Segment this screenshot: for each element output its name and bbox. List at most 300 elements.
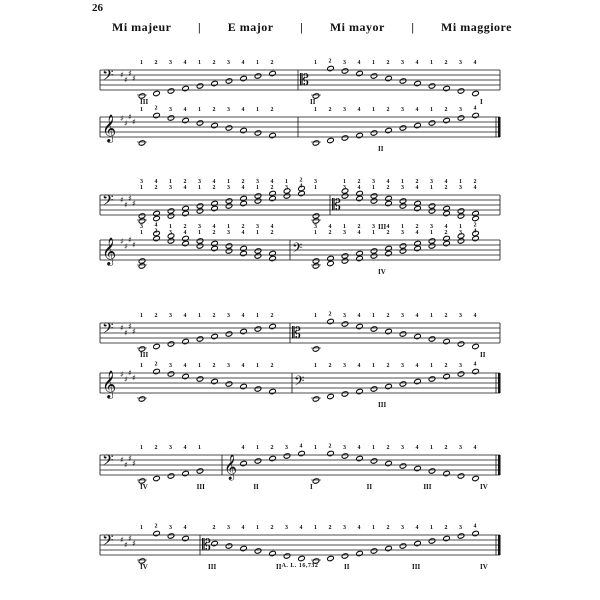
title-separator: | bbox=[198, 20, 202, 34]
svg-text:3: 3 bbox=[256, 179, 259, 185]
notes-staff-3 bbox=[137, 178, 479, 225]
svg-text:2: 2 bbox=[154, 523, 158, 530]
svg-text:3: 3 bbox=[343, 230, 346, 236]
svg-text:2: 2 bbox=[270, 107, 274, 113]
staff-4 bbox=[100, 236, 500, 266]
svg-text:4: 4 bbox=[299, 443, 303, 450]
svg-text:3: 3 bbox=[343, 445, 346, 451]
svg-text:4: 4 bbox=[415, 185, 419, 191]
svg-text:3: 3 bbox=[459, 313, 462, 319]
svg-text:2: 2 bbox=[444, 185, 448, 191]
page-number: 26 bbox=[92, 2, 103, 14]
sharp-icon: ♯ bbox=[132, 373, 136, 383]
notes-staff-5 bbox=[137, 312, 479, 353]
svg-text:1: 1 bbox=[140, 525, 143, 531]
svg-text:4: 4 bbox=[183, 60, 187, 66]
svg-text:3: 3 bbox=[459, 107, 462, 113]
svg-text:4: 4 bbox=[415, 313, 419, 319]
string-label: II bbox=[344, 563, 350, 571]
svg-text:3: 3 bbox=[343, 185, 346, 191]
clef-icon: 𝄞 bbox=[102, 370, 117, 398]
sharp-icon: ♯ bbox=[120, 70, 124, 80]
staff-6 bbox=[100, 369, 501, 399]
title-spanish: Mi mayor bbox=[329, 20, 385, 34]
svg-text:1: 1 bbox=[314, 525, 317, 531]
svg-text:4: 4 bbox=[473, 445, 477, 451]
sharp-icon: ♯ bbox=[128, 235, 132, 245]
svg-text:1: 1 bbox=[314, 107, 317, 113]
string-label: IV bbox=[140, 483, 148, 491]
svg-text:2: 2 bbox=[154, 361, 158, 368]
string-label: II bbox=[480, 351, 486, 359]
sharp-icon: ♯ bbox=[128, 69, 132, 79]
string-label: I bbox=[480, 98, 483, 106]
svg-text:2: 2 bbox=[386, 313, 390, 319]
svg-text:3: 3 bbox=[169, 445, 172, 451]
string-label: III bbox=[423, 483, 432, 491]
svg-text:1: 1 bbox=[372, 445, 375, 451]
svg-text:4: 4 bbox=[357, 230, 361, 236]
svg-text:3: 3 bbox=[314, 224, 317, 230]
svg-text:2: 2 bbox=[270, 445, 274, 451]
clef-icon: 𝄡 bbox=[332, 195, 341, 214]
svg-text:2: 2 bbox=[270, 60, 274, 66]
sharp-icon: ♯ bbox=[132, 539, 136, 549]
svg-text:4: 4 bbox=[299, 183, 303, 190]
svg-text:3: 3 bbox=[459, 363, 462, 369]
svg-text:2: 2 bbox=[444, 363, 448, 369]
svg-text:2: 2 bbox=[386, 363, 390, 369]
svg-text:4: 4 bbox=[415, 525, 419, 531]
svg-text:4: 4 bbox=[270, 179, 274, 185]
svg-text:3: 3 bbox=[169, 107, 172, 113]
svg-text:2: 2 bbox=[386, 445, 390, 451]
svg-text:3: 3 bbox=[169, 60, 172, 66]
svg-text:2: 2 bbox=[154, 228, 158, 235]
sharp-icon: ♯ bbox=[132, 459, 136, 469]
svg-text:2: 2 bbox=[270, 185, 274, 191]
sharp-icon: ♯ bbox=[120, 455, 124, 465]
svg-text:3: 3 bbox=[256, 224, 259, 230]
svg-text:4: 4 bbox=[444, 224, 448, 230]
svg-text:2: 2 bbox=[154, 185, 158, 191]
svg-text:2: 2 bbox=[241, 224, 245, 230]
sharp-icon: ♯ bbox=[124, 242, 128, 251]
clef-icon: 𝄡 bbox=[292, 323, 301, 342]
svg-text:4: 4 bbox=[183, 230, 187, 236]
sharp-icon: ♯ bbox=[128, 112, 132, 122]
svg-text:4: 4 bbox=[299, 525, 303, 531]
sharp-icon: ♯ bbox=[124, 75, 128, 85]
svg-text:2: 2 bbox=[212, 525, 216, 531]
svg-text:1: 1 bbox=[198, 313, 201, 319]
svg-text:2: 2 bbox=[386, 185, 390, 191]
svg-text:4: 4 bbox=[183, 313, 187, 319]
svg-text:2: 2 bbox=[473, 222, 477, 229]
sharp-icon: ♯ bbox=[128, 534, 132, 544]
svg-text:2: 2 bbox=[212, 185, 216, 191]
svg-text:3: 3 bbox=[227, 230, 230, 236]
svg-text:1: 1 bbox=[459, 224, 462, 230]
string-label: II bbox=[253, 483, 259, 491]
sharp-icon: ♯ bbox=[120, 114, 124, 123]
svg-text:2: 2 bbox=[328, 363, 332, 369]
svg-text:4: 4 bbox=[241, 107, 245, 113]
staff-2 bbox=[100, 113, 501, 143]
svg-text:3: 3 bbox=[372, 179, 375, 185]
svg-text:4: 4 bbox=[154, 179, 158, 185]
svg-text:3: 3 bbox=[401, 313, 404, 319]
svg-text:3: 3 bbox=[343, 313, 346, 319]
svg-text:1: 1 bbox=[401, 179, 404, 185]
clef-icon: 𝄢 bbox=[102, 532, 114, 553]
string-label: III bbox=[378, 401, 387, 409]
svg-text:1: 1 bbox=[430, 313, 433, 319]
svg-text:3: 3 bbox=[401, 107, 404, 113]
svg-text:4: 4 bbox=[415, 107, 419, 113]
svg-text:4: 4 bbox=[473, 185, 477, 191]
sharp-icon: ♯ bbox=[124, 200, 128, 210]
string-label: IV bbox=[378, 268, 386, 276]
svg-text:3: 3 bbox=[401, 445, 404, 451]
svg-text:1: 1 bbox=[227, 224, 230, 230]
svg-text:1: 1 bbox=[401, 224, 404, 230]
svg-text:2: 2 bbox=[241, 179, 245, 185]
svg-text:2: 2 bbox=[154, 105, 158, 112]
svg-text:1: 1 bbox=[314, 185, 317, 191]
svg-text:4: 4 bbox=[386, 179, 390, 185]
clef-icon: 𝄢 bbox=[102, 67, 114, 88]
svg-text:4: 4 bbox=[473, 313, 477, 319]
svg-text:1: 1 bbox=[314, 313, 317, 319]
title-french: Mi majeur bbox=[112, 20, 172, 34]
svg-text:3: 3 bbox=[459, 60, 462, 66]
svg-text:4: 4 bbox=[241, 230, 245, 236]
svg-text:2: 2 bbox=[212, 60, 216, 66]
svg-text:4: 4 bbox=[473, 228, 477, 235]
sharp-icon: ♯ bbox=[124, 460, 128, 470]
sharp-icon: ♯ bbox=[124, 375, 128, 384]
svg-text:1: 1 bbox=[140, 60, 143, 66]
svg-text:4: 4 bbox=[270, 224, 274, 230]
svg-text:2: 2 bbox=[183, 179, 187, 185]
svg-text:2: 2 bbox=[270, 525, 274, 531]
svg-text:1: 1 bbox=[430, 363, 433, 369]
svg-text:2: 2 bbox=[444, 313, 448, 319]
sharp-icon: ♯ bbox=[128, 322, 132, 332]
svg-text:1: 1 bbox=[198, 60, 201, 66]
svg-text:1: 1 bbox=[285, 179, 288, 185]
svg-text:4: 4 bbox=[415, 230, 419, 236]
clef-icon: 𝄡 bbox=[300, 70, 309, 89]
svg-text:3: 3 bbox=[343, 363, 346, 369]
svg-text:4: 4 bbox=[444, 179, 448, 185]
svg-text:1: 1 bbox=[140, 185, 143, 191]
svg-text:3: 3 bbox=[169, 230, 172, 236]
sharp-icon: ♯ bbox=[132, 199, 136, 209]
svg-text:2: 2 bbox=[212, 107, 216, 113]
svg-text:3: 3 bbox=[227, 60, 230, 66]
svg-text:2: 2 bbox=[357, 179, 361, 185]
string-label: III bbox=[208, 563, 217, 571]
staff-8 bbox=[100, 532, 501, 555]
sharp-icon: ♯ bbox=[120, 370, 124, 379]
svg-text:3: 3 bbox=[430, 224, 433, 230]
svg-text:1: 1 bbox=[256, 60, 259, 66]
svg-text:1: 1 bbox=[256, 445, 259, 451]
svg-text:1: 1 bbox=[430, 525, 433, 531]
svg-text:1: 1 bbox=[430, 185, 433, 191]
svg-text:1: 1 bbox=[372, 107, 375, 113]
svg-text:4: 4 bbox=[357, 313, 361, 319]
svg-text:1: 1 bbox=[198, 107, 201, 113]
svg-text:1: 1 bbox=[459, 179, 462, 185]
svg-text:3: 3 bbox=[198, 224, 201, 230]
string-label: III bbox=[378, 223, 387, 231]
svg-text:3: 3 bbox=[401, 525, 404, 531]
svg-text:3: 3 bbox=[459, 185, 462, 191]
svg-text:4: 4 bbox=[328, 224, 332, 230]
svg-text:3: 3 bbox=[401, 230, 404, 236]
svg-text:1: 1 bbox=[372, 60, 375, 66]
string-label: III bbox=[140, 351, 149, 359]
notes-staff-2 bbox=[137, 106, 479, 147]
sharp-icon: ♯ bbox=[132, 74, 136, 84]
svg-text:4: 4 bbox=[183, 363, 187, 369]
svg-text:2: 2 bbox=[212, 363, 216, 369]
svg-text:4: 4 bbox=[241, 60, 245, 66]
string-label: III bbox=[196, 483, 205, 491]
svg-text:1: 1 bbox=[372, 185, 375, 191]
svg-text:2: 2 bbox=[444, 445, 448, 451]
svg-text:4: 4 bbox=[473, 523, 477, 530]
string-label: II bbox=[310, 98, 316, 106]
sharp-icon: ♯ bbox=[128, 454, 132, 464]
svg-text:4: 4 bbox=[357, 107, 361, 113]
svg-text:3: 3 bbox=[343, 60, 346, 66]
svg-text:3: 3 bbox=[227, 363, 230, 369]
string-label: II bbox=[276, 563, 282, 571]
sharp-icon: ♯ bbox=[120, 535, 124, 545]
clef-icon: 𝄢 bbox=[102, 452, 114, 473]
footer-catalog-number: A. L. 16,732 bbox=[281, 563, 319, 569]
sharp-icon: ♯ bbox=[132, 327, 136, 337]
svg-text:4: 4 bbox=[415, 60, 419, 66]
svg-text:4: 4 bbox=[357, 185, 361, 191]
clef-icon: 𝄞 bbox=[224, 455, 238, 480]
notes-staff-8 bbox=[137, 524, 479, 565]
svg-text:3: 3 bbox=[285, 445, 288, 451]
clef-icon: 𝄞 bbox=[102, 114, 117, 142]
svg-text:2: 2 bbox=[328, 443, 332, 450]
svg-text:1: 1 bbox=[198, 445, 201, 451]
svg-text:1: 1 bbox=[169, 224, 172, 230]
svg-text:4: 4 bbox=[183, 107, 187, 113]
string-label: IV bbox=[480, 563, 488, 571]
svg-text:1: 1 bbox=[256, 525, 259, 531]
svg-text:1: 1 bbox=[140, 363, 143, 369]
svg-text:3: 3 bbox=[343, 525, 346, 531]
svg-text:3: 3 bbox=[140, 179, 143, 185]
svg-text:1: 1 bbox=[372, 363, 375, 369]
clef-icon: 𝄞 bbox=[102, 237, 117, 265]
svg-text:1: 1 bbox=[140, 107, 143, 113]
svg-text:2: 2 bbox=[386, 107, 390, 113]
svg-text:4: 4 bbox=[241, 185, 245, 191]
svg-text:1: 1 bbox=[256, 313, 259, 319]
svg-text:1: 1 bbox=[256, 363, 259, 369]
string-label: IV bbox=[140, 563, 148, 571]
svg-text:2: 2 bbox=[299, 177, 303, 184]
svg-text:2: 2 bbox=[183, 224, 187, 230]
svg-text:1: 1 bbox=[256, 185, 259, 191]
svg-text:3: 3 bbox=[343, 107, 346, 113]
notes-staff-7 bbox=[137, 444, 479, 485]
svg-text:2: 2 bbox=[328, 525, 332, 531]
staff-1 bbox=[100, 67, 500, 90]
svg-text:1: 1 bbox=[372, 313, 375, 319]
svg-text:1: 1 bbox=[343, 179, 346, 185]
svg-text:2: 2 bbox=[328, 58, 332, 65]
clef-icon: 𝄡 bbox=[202, 535, 211, 554]
svg-text:3: 3 bbox=[401, 60, 404, 66]
svg-text:2: 2 bbox=[386, 60, 390, 66]
svg-text:3: 3 bbox=[459, 230, 462, 236]
svg-text:2: 2 bbox=[270, 313, 274, 319]
svg-text:2: 2 bbox=[212, 313, 216, 319]
svg-text:3: 3 bbox=[140, 224, 143, 230]
clef-icon: 𝄢 bbox=[102, 320, 114, 341]
svg-text:1: 1 bbox=[256, 107, 259, 113]
svg-text:4: 4 bbox=[357, 445, 361, 451]
svg-text:4: 4 bbox=[212, 224, 216, 230]
svg-text:4: 4 bbox=[386, 224, 390, 230]
svg-text:4: 4 bbox=[241, 445, 245, 451]
sharp-icon: ♯ bbox=[120, 323, 124, 333]
string-label: III bbox=[412, 563, 421, 571]
sharp-icon: ♯ bbox=[124, 119, 128, 128]
svg-text:1: 1 bbox=[169, 179, 172, 185]
sharp-icon: ♯ bbox=[124, 328, 128, 338]
svg-text:2: 2 bbox=[270, 230, 274, 236]
svg-text:2: 2 bbox=[154, 313, 158, 319]
svg-text:1: 1 bbox=[372, 525, 375, 531]
svg-text:3: 3 bbox=[459, 445, 462, 451]
string-label: I bbox=[310, 483, 313, 491]
svg-text:3: 3 bbox=[430, 179, 433, 185]
sharp-icon: ♯ bbox=[128, 194, 132, 204]
svg-text:2: 2 bbox=[154, 445, 158, 451]
svg-text:1: 1 bbox=[198, 185, 201, 191]
svg-text:3: 3 bbox=[285, 185, 288, 191]
svg-text:2: 2 bbox=[357, 224, 361, 230]
svg-text:1: 1 bbox=[227, 179, 230, 185]
svg-text:2: 2 bbox=[473, 179, 477, 185]
svg-text:1: 1 bbox=[314, 230, 317, 236]
svg-text:4: 4 bbox=[473, 361, 477, 368]
notes-staff-4 bbox=[137, 223, 479, 270]
svg-text:4: 4 bbox=[241, 525, 245, 531]
svg-text:3: 3 bbox=[285, 525, 288, 531]
svg-text:1: 1 bbox=[140, 313, 143, 319]
svg-text:1: 1 bbox=[256, 230, 259, 236]
sharp-icon: ♯ bbox=[120, 237, 124, 246]
title-separator: | bbox=[411, 20, 415, 34]
svg-text:3: 3 bbox=[227, 185, 230, 191]
svg-text:3: 3 bbox=[198, 179, 201, 185]
svg-text:3: 3 bbox=[227, 107, 230, 113]
title-italian: Mi maggiore bbox=[441, 20, 512, 34]
svg-text:4: 4 bbox=[212, 179, 216, 185]
svg-text:2: 2 bbox=[328, 311, 332, 318]
svg-text:3: 3 bbox=[401, 185, 404, 191]
svg-text:1: 1 bbox=[140, 445, 143, 451]
svg-text:1: 1 bbox=[314, 60, 317, 66]
string-label: III bbox=[140, 98, 149, 106]
string-label: II bbox=[366, 483, 373, 491]
svg-text:1: 1 bbox=[430, 60, 433, 66]
svg-text:3: 3 bbox=[459, 525, 462, 531]
clef-icon: 𝄢 bbox=[294, 373, 305, 392]
svg-text:3: 3 bbox=[227, 525, 230, 531]
svg-text:2: 2 bbox=[386, 525, 390, 531]
svg-text:4: 4 bbox=[473, 105, 477, 112]
title-english: E major bbox=[227, 20, 274, 34]
svg-text:4: 4 bbox=[154, 222, 158, 229]
svg-text:4: 4 bbox=[183, 185, 187, 191]
svg-text:3: 3 bbox=[169, 525, 172, 531]
svg-text:2: 2 bbox=[444, 60, 448, 66]
sharp-icon: ♯ bbox=[120, 195, 124, 205]
svg-text:1: 1 bbox=[198, 230, 201, 236]
svg-text:1: 1 bbox=[343, 224, 346, 230]
svg-text:2: 2 bbox=[415, 224, 419, 230]
svg-text:1: 1 bbox=[430, 445, 433, 451]
svg-text:4: 4 bbox=[183, 525, 187, 531]
svg-text:3: 3 bbox=[314, 179, 317, 185]
clef-icon: 𝄢 bbox=[102, 192, 114, 213]
sharp-icon: ♯ bbox=[124, 540, 128, 550]
svg-text:1: 1 bbox=[140, 230, 143, 236]
svg-text:4: 4 bbox=[415, 445, 419, 451]
string-label: II bbox=[378, 145, 384, 153]
svg-text:2: 2 bbox=[386, 230, 390, 236]
sharp-icon: ♯ bbox=[132, 117, 136, 127]
svg-text:2: 2 bbox=[415, 179, 419, 185]
svg-text:1: 1 bbox=[198, 363, 201, 369]
svg-text:3: 3 bbox=[372, 224, 375, 230]
svg-text:2: 2 bbox=[444, 230, 448, 236]
svg-text:1: 1 bbox=[430, 107, 433, 113]
svg-text:1: 1 bbox=[314, 445, 317, 451]
notes-staff-6 bbox=[137, 362, 479, 403]
svg-text:3: 3 bbox=[169, 185, 172, 191]
clef-icon: 𝄢 bbox=[292, 240, 303, 259]
svg-text:2: 2 bbox=[328, 107, 332, 113]
staff-5 bbox=[100, 320, 500, 343]
svg-text:1: 1 bbox=[314, 363, 317, 369]
title-separator: | bbox=[300, 20, 304, 34]
svg-text:1: 1 bbox=[372, 230, 375, 236]
svg-text:4: 4 bbox=[357, 60, 361, 66]
svg-text:4: 4 bbox=[357, 525, 361, 531]
string-label: IV bbox=[480, 483, 488, 491]
svg-text:4: 4 bbox=[473, 60, 477, 66]
svg-text:4: 4 bbox=[183, 445, 187, 451]
svg-text:2: 2 bbox=[444, 107, 448, 113]
svg-text:4: 4 bbox=[241, 313, 245, 319]
svg-text:4: 4 bbox=[415, 363, 419, 369]
